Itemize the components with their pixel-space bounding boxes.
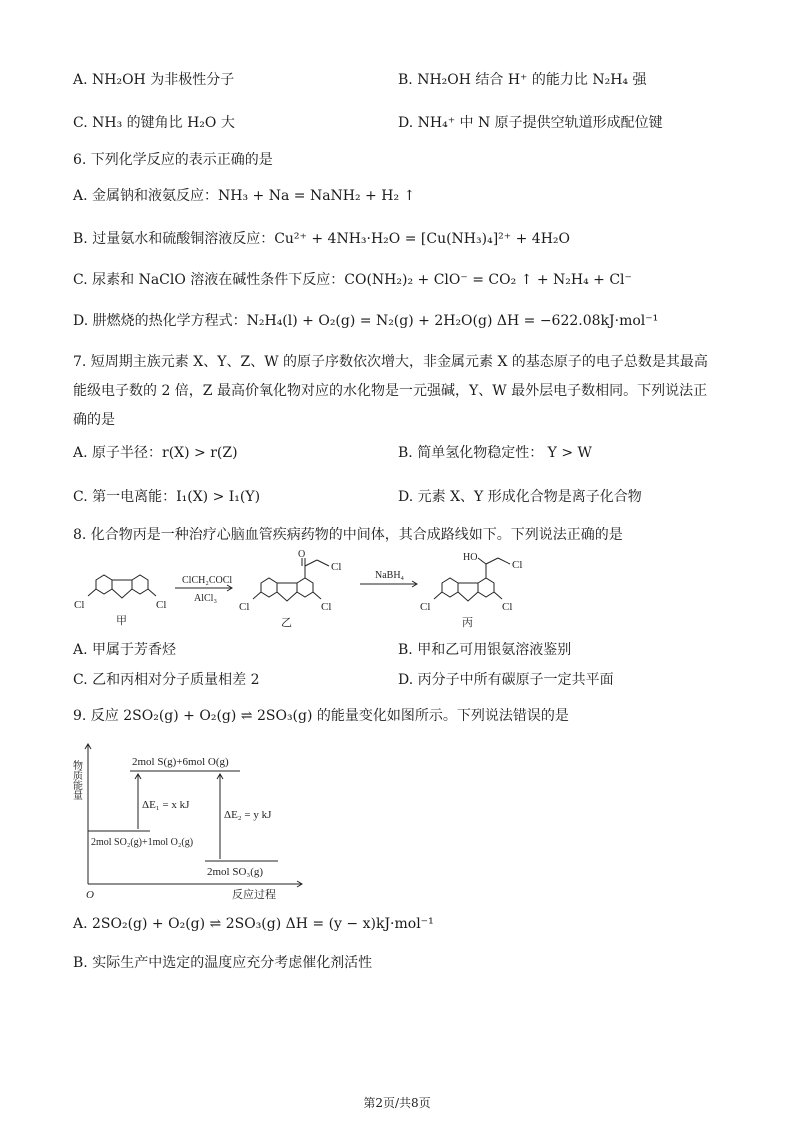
page-footer: 第2页/共8页 bbox=[363, 1096, 431, 1110]
energy-diagram bbox=[70, 738, 310, 902]
q7-option-a: A. 原子半径：r(X) > r(Z) bbox=[73, 445, 238, 461]
label-jia: 甲 bbox=[116, 615, 127, 627]
axis-xlabel: 反应过程 bbox=[232, 889, 276, 901]
q6-stem: 6. 下列化学反应的表示正确的是 bbox=[73, 152, 273, 168]
q7-option-c: C. 第一电离能：I₁(X) > I₁(Y) bbox=[73, 489, 261, 505]
delta-e1-label: ΔE₁ = x kJ bbox=[142, 799, 190, 811]
bing-cl-left: Cl bbox=[420, 601, 431, 613]
jia-cl-right: Cl bbox=[156, 599, 167, 611]
reagent-alcl3: AlCl₃ bbox=[194, 593, 217, 604]
reagent-clch2cocl: ClCH₂COCl bbox=[182, 575, 233, 586]
level-low-label: 2mol SO₃(g) bbox=[207, 866, 264, 878]
jia-cl-left: Cl bbox=[74, 599, 85, 611]
q8-option-c: C. 乙和丙相对分子质量相差 2 bbox=[73, 672, 260, 688]
q9-stem: 9. 反应 2SO₂(g) + O₂(g) ⇌ 2SO₃(g) 的能量变化如图所示。下列说法错误的是 bbox=[73, 708, 569, 724]
label-yi: 乙 bbox=[281, 617, 292, 629]
q5-option-c: C. NH₃ 的键角比 H₂O 大 bbox=[73, 115, 235, 131]
bing-cl-chain: Cl bbox=[512, 559, 523, 571]
axis-origin: O bbox=[86, 889, 94, 901]
reagent-nabh4: NaBH₄ bbox=[375, 570, 405, 581]
q5-option-a: A. NH₂OH 为非极性分子 bbox=[73, 72, 235, 88]
q6-option-a: A. 金属钠和液氨反应：NH₃ + Na = NaNH₂ + H₂ ↑ bbox=[73, 188, 416, 204]
yi-cl-chain: Cl bbox=[331, 561, 342, 573]
q7-option-b: B. 简单氢化物稳定性： Y > W bbox=[398, 445, 592, 461]
q7-option-d: D. 元素 X、Y 形成化合物是离子化合物 bbox=[398, 489, 642, 505]
bing-cl-right: Cl bbox=[502, 601, 513, 613]
q9-option-a: A. 2SO₂(g) + O₂(g) ⇌ 2SO₃(g) ΔH = (y − x)kJ·mol⁻¹ bbox=[73, 916, 434, 932]
q5-option-d: D. NH₄⁺ 中 N 原子提供空轨道形成配位键 bbox=[398, 115, 663, 131]
yi-o: O bbox=[298, 549, 306, 560]
q8-option-a: A. 甲属于芳香烃 bbox=[73, 642, 177, 658]
bing-ho: HO bbox=[463, 552, 478, 563]
level-mid-label: 2mol SO₂(g)+1mol O₂(g) bbox=[91, 837, 194, 848]
delta-e2-label: ΔE₂ = y kJ bbox=[224, 809, 272, 821]
q8-option-d: D. 丙分子中所有碳原子一定共平面 bbox=[398, 672, 614, 688]
q6-option-b: B. 过量氨水和硫酸铜溶液反应：Cu²⁺ + 4NH₃·H₂O = [Cu(NH₃)₄]²⁺ + 4H₂O bbox=[73, 231, 571, 247]
q6-option-d: D. 肼燃烧的热化学方程式：N₂H₄(l) + O₂(g) = N₂(g) + 2H₂O(g) ΔH = −622.08kJ·mol⁻¹ bbox=[73, 313, 659, 329]
q7-stem: 7. 短周期主族元素 X、Y、Z、W 的原子序数依次增大，非金属元素 X 的基态原子的电子总数是其最高能级电子数的 2 倍，Z 最高价氧化物对应的水化物是一元强碱，Y、W 最外层电子数相同。下列说法正确的是 bbox=[73, 354, 708, 428]
q8-option-b: B. 甲和乙可用银氨溶液鉴别 bbox=[398, 642, 572, 658]
label-bing: 丙 bbox=[462, 617, 473, 629]
q8-stem: 8. 化合物丙是一种治疗心脑血管疾病药物的中间体，其合成路线如下。下列说法正确的是 bbox=[73, 527, 623, 543]
yi-cl-right: Cl bbox=[321, 601, 332, 613]
q5-option-b: B. NH₂OH 结合 H⁺ 的能力比 N₂H₄ 强 bbox=[398, 72, 647, 88]
yi-cl-left: Cl bbox=[239, 601, 250, 613]
axis-ylabel: 物质能量 bbox=[70, 760, 82, 800]
q9-option-b: B. 实际生产中选定的温度应充分考虑催化剂活性 bbox=[73, 955, 373, 971]
level-top-label: 2mol S(g)+6mol O(g) bbox=[132, 756, 229, 768]
q6-option-c: C. 尿素和 NaClO 溶液在碱性条件下反应：CO(NH₂)₂ + ClO⁻ = CO₂ ↑ + N₂H₄ + Cl⁻ bbox=[73, 272, 632, 288]
synthesis-route-figure bbox=[70, 548, 570, 630]
